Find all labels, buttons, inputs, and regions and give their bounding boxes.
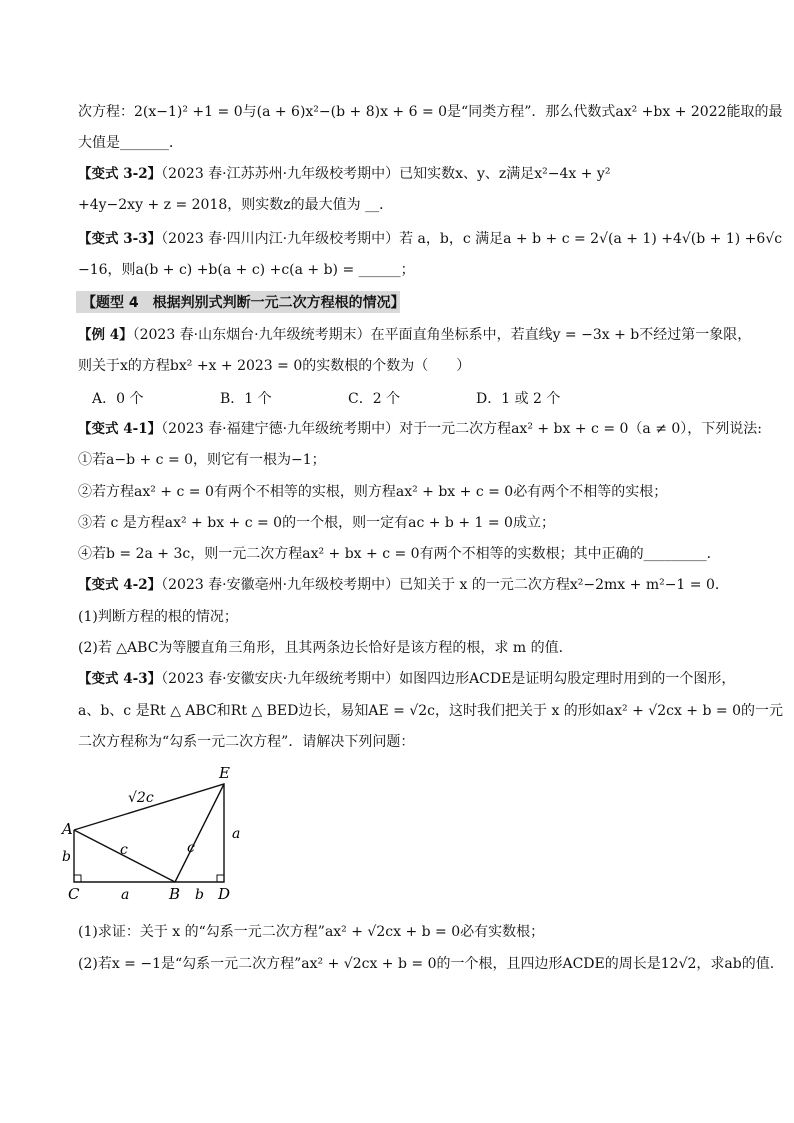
vertex-c: C [68,885,80,903]
statement-3: ③若 c 是方程ax² + bx + c = 0的一个根，则一定有ac + b + 1 = 0成立； [78,515,555,531]
section-header: 【题型 4 根据判别式判断一元二次方程根的情况】 [76,291,400,313]
label-bd: b [195,887,204,903]
label-ae: √2c [128,790,154,806]
answer-options [92,388,604,408]
text-line: a、b、c 是Rt △ ABC和Rt △ BED边长，易知AE = √2c，这时我们把关于 x 的形如ax² + √2cx + b = 0的一元 [78,703,783,719]
statement-1: ①若a−b + c = 0，则它有一根为−1； [78,452,326,468]
label-ac: b [62,849,71,865]
text-line: 大值是_______． [78,135,183,151]
right-angle-c [74,875,81,882]
example-4: 【例 4】（2023 春·山东烟台·九年级统考期末）在平面直角坐标系中，若直线y = −3x + b不经过第一象限， [78,327,752,343]
label-be: c [187,840,195,856]
text-line: 则关于x的方程bx² +x + 2023 = 0的实数根的个数为（ ） [78,358,471,374]
label-ab: c [120,842,128,858]
vertex-a: A [62,820,73,838]
vertex-b: B [169,885,181,903]
statement-4: ④若b = 2a + 3c，则一元二次方程ax² + bx + c = 0有两个不相等的实数根；其中正确的_________． [78,546,721,562]
problem-tag: 【变式 4-1】 [78,421,162,437]
vertex-e: E [219,764,230,782]
statement-2: ②若方程ax² + c = 0有两个不相等的实根，则方程ax² + bx + c = 0必有两个不相等的实根； [78,484,668,500]
problem-4-2: 【变式 4-2】（2023 春·安徽亳州·九年级校考期中）已知关于 x 的一元二次方程x²−2mx + m²−1 = 0． [78,577,729,593]
text-line: 二次方程称为“勾系一元二次方程”．请解决下列问题： [78,734,415,750]
option-b: B．1 个 [220,391,272,407]
text-line: −16，则a(b + c) +b(a + c) +c(a + b) = ______； [78,262,415,278]
problem-tag: 【变式 3-2】 [78,166,162,182]
label-de: a [232,826,241,842]
problem-3-3: 【变式 3-3】（2023 春·四川内江·九年级校考期中）若 a，b，c 满足a + b + c = 2√(a + 1) +4√(b + 1) +6√c [78,231,783,247]
problem-tag: 【变式 4-3】 [78,671,162,687]
sub-question-2: (2)若x = −1是“勾系一元二次方程”ax² + √2cx + b = 0的一个根，且四边形ACDE的周长是12√2，求ab的值. [78,956,775,972]
problem-4-1: 【变式 4-1】（2023 春·福建宁德·九年级统考期中）对于一元二次方程ax² + bx + c = 0（a ≠ 0），下列说法: [78,421,763,437]
label-cb: a [121,887,130,903]
text-line: +4y−2xy + z = 2018，则实数z的最大值为 __． [78,197,394,213]
problem-tag: 【变式 3-3】 [78,231,162,247]
option-c: C．2 个 [348,391,401,407]
sub-question-1: (1)判断方程的根的情况； [78,609,238,625]
sub-question-1: (1)求证：关于 x 的“勾系一元二次方程”ax² + √2cx + b = 0必有实数根； [78,924,545,940]
text-line: 次方程：2(x−1)² +1 = 0与(a + 6)x²−(b + 8)x + 6 = 0是“同类方程”．那么代数式ax² +bx + 2022能取的最 [78,104,783,120]
sub-question-2: (2)若 △ABC为等腰直角三角形，且其两条边长恰好是该方程的根，求 m 的值． [78,640,573,656]
problem-tag: 【例 4】 [78,327,133,343]
option-a: A．0 个 [92,391,144,407]
segment-be [175,784,224,882]
problem-3-2: 【变式 3-2】（2023 春·江苏苏州·九年级校考期中）已知实数x、y、z满足x²−4x + y² [78,166,611,182]
quadrilateral-figure [64,752,254,902]
problem-4-3: 【变式 4-3】（2023 春·安徽安庆·九年级统考期中）如图四边形ACDE是证明勾股定理时用到的一个图形， [78,671,736,687]
vertex-d: D [218,885,231,903]
option-d: D．1 或 2 个 [476,391,561,407]
right-angle-d [217,875,224,882]
problem-tag: 【变式 4-2】 [78,577,162,593]
